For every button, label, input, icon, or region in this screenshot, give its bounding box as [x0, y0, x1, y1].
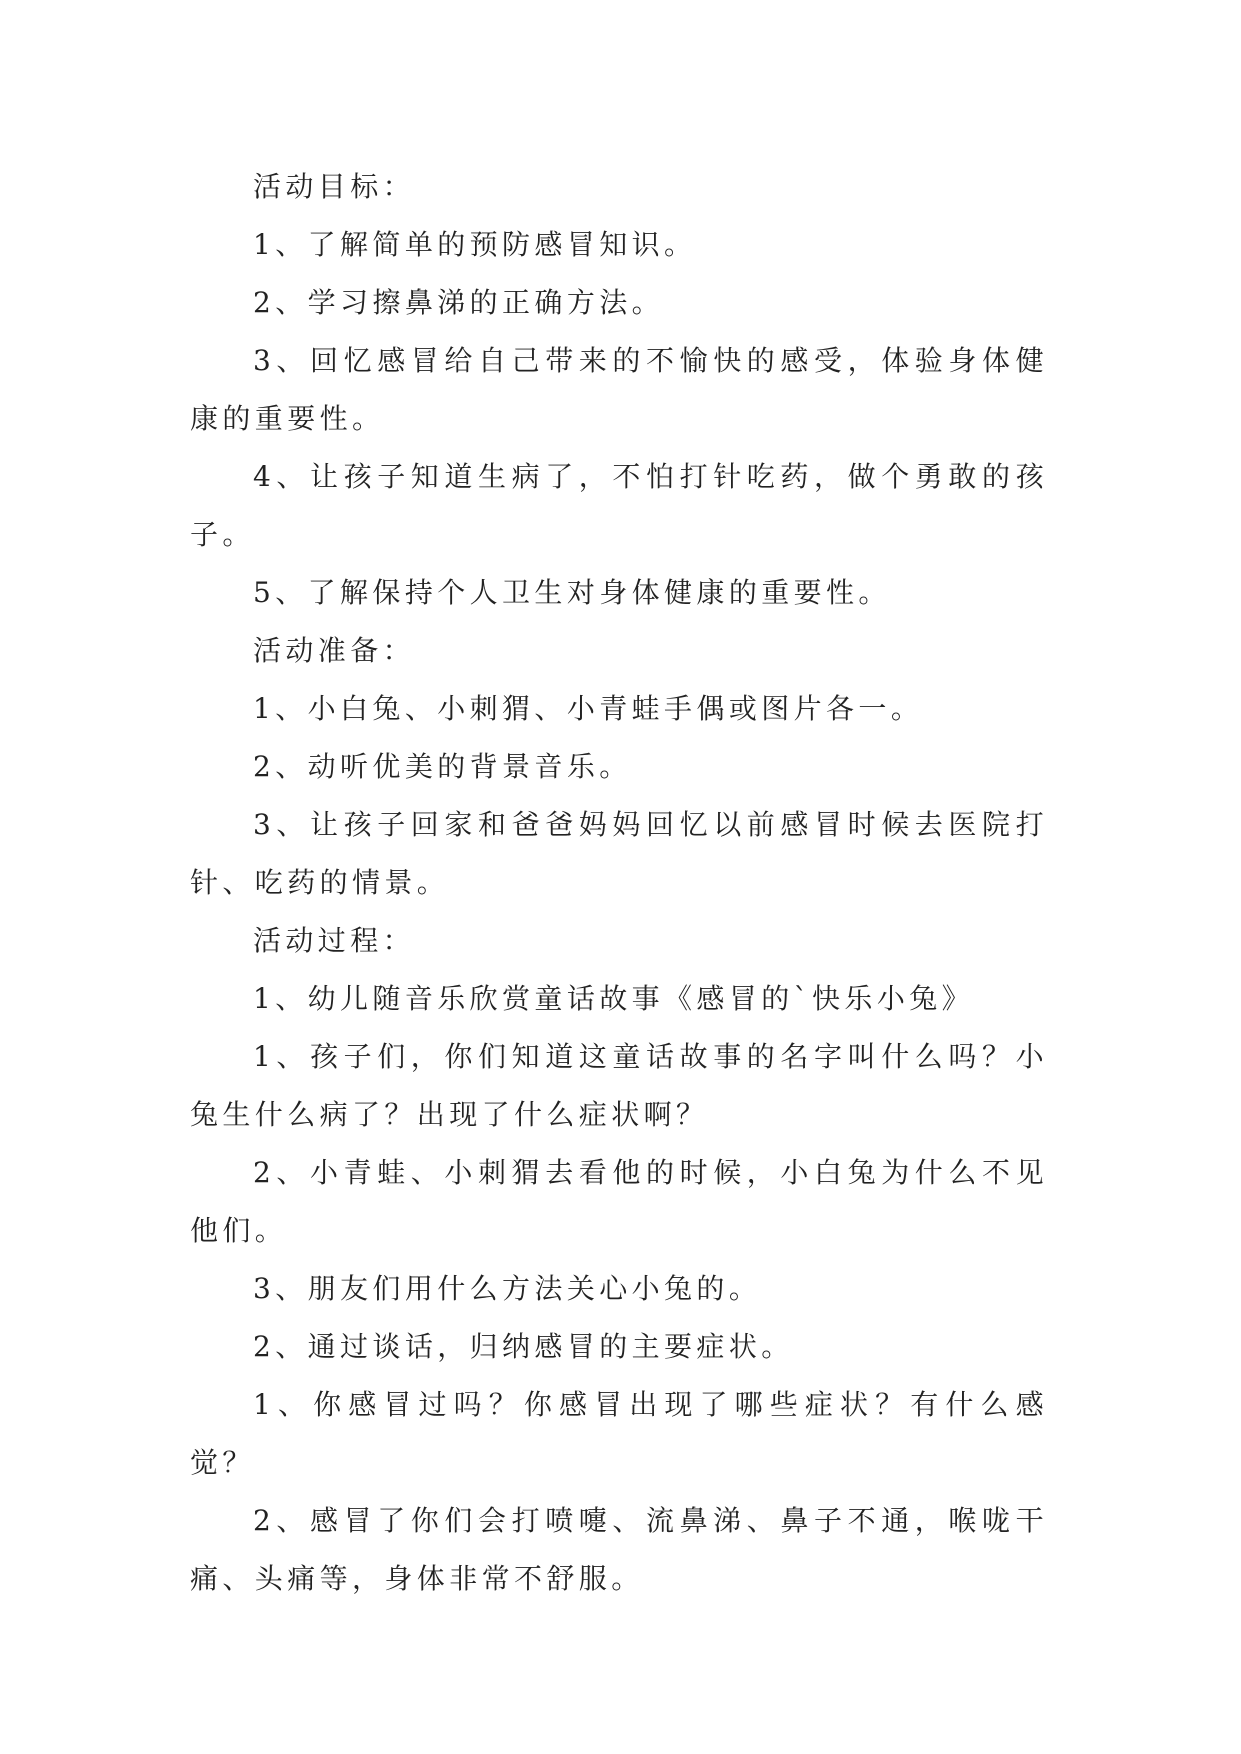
paragraph: 2、通过谈话，归纳感冒的主要症状。	[253, 1330, 794, 1363]
paragraph: 3、让孩子回家和爸爸妈妈回忆以前感冒时候去医院打针、吃药的情景。	[190, 808, 1048, 899]
paragraph: 1、了解简单的预防感冒知识。	[253, 228, 697, 261]
paragraph: 3、朋友们用什么方法关心小兔的。	[253, 1272, 762, 1305]
paragraph: 2、动听优美的背景音乐。	[253, 750, 632, 783]
section-heading-goals: 活动目标：	[253, 170, 416, 203]
document-body	[190, 158, 1048, 1608]
section-heading-preparation: 活动准备：	[253, 634, 416, 667]
paragraph: 2、感冒了你们会打喷嚏、流鼻涕、鼻子不通，喉咙干痛、头痛等，身体非常不舒服。	[190, 1504, 1048, 1595]
paragraph: 4、让孩子知道生病了，不怕打针吃药，做个勇敢的孩子。	[190, 460, 1048, 551]
paragraph: 3、回忆感冒给自己带来的不愉快的感受，体验身体健康的重要性。	[190, 344, 1048, 435]
paragraph: 1、小白兔、小刺猬、小青蛙手偶或图片各一。	[253, 692, 924, 725]
paragraph: 1、孩子们，你们知道这童话故事的名字叫什么吗？小兔生什么病了？出现了什么症状啊？	[190, 1040, 1048, 1131]
paragraph: 1、你感冒过吗？你感冒出现了哪些症状？有什么感觉？	[190, 1388, 1048, 1479]
paragraph: 1、幼儿随音乐欣赏童话故事《感冒的`快乐小兔》	[253, 982, 975, 1015]
paragraph: 2、学习擦鼻涕的正确方法。	[253, 286, 665, 319]
section-heading-process: 活动过程：	[253, 924, 416, 957]
paragraph: 5、了解保持个人卫生对身体健康的重要性。	[253, 576, 891, 609]
paragraph: 2、小青蛙、小刺猬去看他的时候，小白兔为什么不见他们。	[190, 1156, 1048, 1247]
